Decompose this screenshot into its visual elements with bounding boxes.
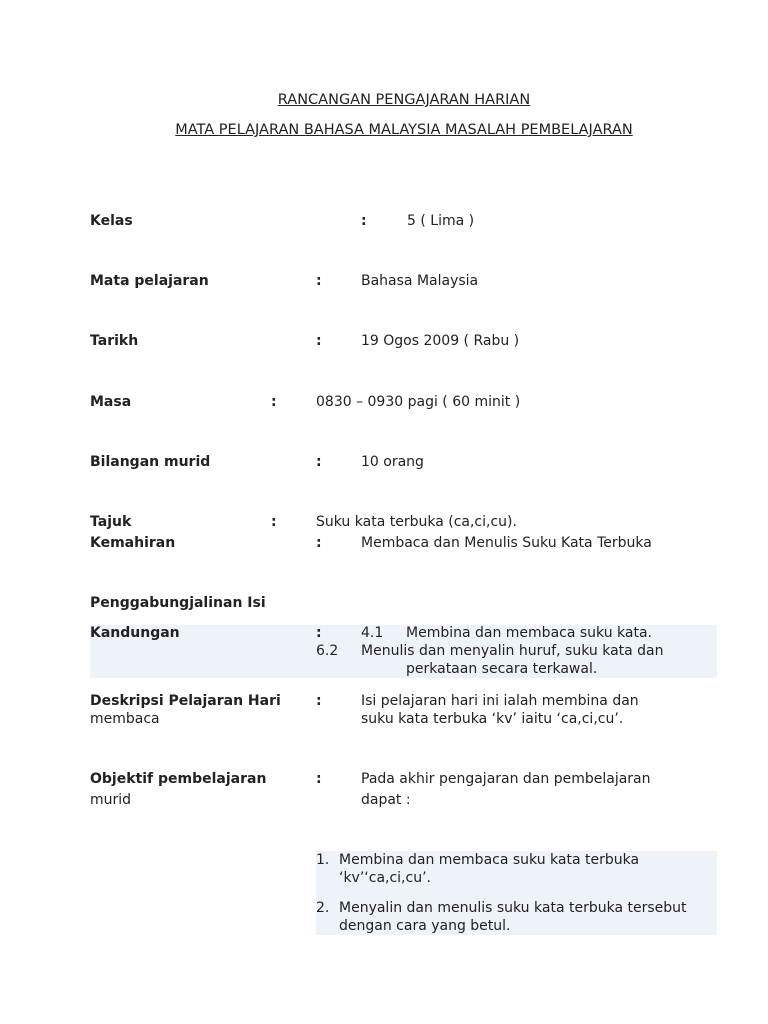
value-tarikh: 19 Ogos 2009 ( Rabu ): [361, 333, 520, 349]
objective-1-number: 1.: [316, 852, 330, 868]
label-objektif-cont: murid: [90, 792, 132, 808]
colon-objektif: :: [316, 771, 322, 787]
colon-kemahiran: :: [316, 535, 322, 551]
label-tarikh: Tarikh: [90, 333, 139, 349]
value-kelas: 5 ( Lima ): [407, 213, 475, 229]
label-mata-pelajaran: Mata pelajaran: [90, 273, 209, 289]
kandungan-item2-line1: Menulis dan menyalin huruf, suku kata dan: [361, 643, 664, 659]
objective-2-line2: dengan cara yang betul.: [339, 918, 511, 934]
value-masa: 0830 – 0930 pagi ( 60 minit ): [316, 394, 521, 410]
colon-kandungan: :: [316, 625, 322, 641]
value-deskripsi-line1: Isi pelajaran hari ini ialah membina dan: [361, 693, 639, 709]
label-deskripsi: Deskripsi Pelajaran Hari: [90, 693, 281, 709]
kandungan-item1-number: 4.1: [361, 625, 384, 641]
colon-tajuk: :: [271, 514, 277, 530]
value-objektif-line2: dapat :: [361, 792, 411, 808]
value-tajuk: Suku kata terbuka (ca,ci,cu).: [316, 514, 517, 530]
label-deskripsi-cont: membaca: [90, 711, 160, 727]
colon-bilangan-murid: :: [316, 454, 322, 470]
objective-2-number: 2.: [316, 900, 330, 916]
colon-tarikh: :: [316, 333, 322, 349]
kandungan-item1-text: Membina dan membaca suku kata.: [406, 625, 653, 641]
label-tajuk: Tajuk: [90, 514, 132, 530]
colon-deskripsi: :: [316, 693, 322, 709]
colon-masa: :: [271, 394, 277, 410]
label-penggabungjalinan: Penggabungjalinan Isi: [90, 595, 266, 611]
objective-1-line2: ‘kv’‘ca,ci,cu’.: [339, 870, 431, 886]
objective-2-line1: Menyalin dan menulis suku kata terbuka tersebut: [339, 900, 687, 916]
label-masa: Masa: [90, 394, 132, 410]
value-deskripsi-line2: suku kata terbuka ‘kv’ iaitu ‘ca,ci,cu’.: [361, 711, 624, 727]
value-mata-pelajaran: Bahasa Malaysia: [361, 273, 479, 289]
label-bilangan-murid: Bilangan murid: [90, 454, 211, 470]
kandungan-item2-number: 6.2: [316, 643, 339, 659]
document-title: RANCANGAN PENGAJARAN HARIAN: [277, 92, 531, 108]
colon-kelas: :: [361, 213, 367, 229]
label-kemahiran: Kemahiran: [90, 535, 176, 551]
value-kemahiran: Membaca dan Menulis Suku Kata Terbuka: [361, 535, 652, 551]
label-kandungan: Kandungan: [90, 625, 180, 641]
value-objektif-line1: Pada akhir pengajaran dan pembelajaran: [361, 771, 651, 787]
kandungan-item2-line2: perkataan secara terkawal.: [406, 661, 598, 677]
document-subtitle: MATA PELAJARAN BAHASA MALAYSIA MASALAH PEMBELAJARAN: [175, 122, 633, 138]
label-kelas: Kelas: [90, 213, 133, 229]
label-objektif: Objektif pembelajaran: [90, 771, 267, 787]
objective-1-line1: Membina dan membaca suku kata terbuka: [339, 852, 640, 868]
value-bilangan-murid: 10 orang: [361, 454, 424, 470]
colon-mata-pelajaran: :: [316, 273, 322, 289]
